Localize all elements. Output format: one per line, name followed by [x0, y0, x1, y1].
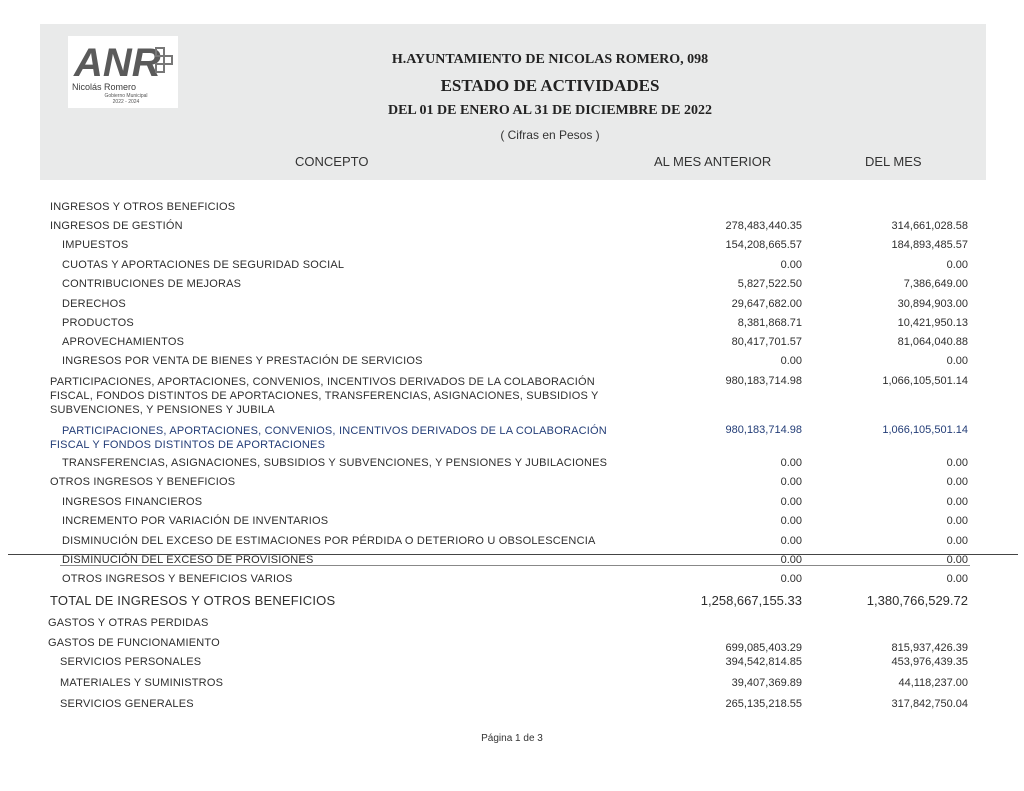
row-label: IMPUESTOS [62, 239, 129, 251]
row-label: MATERIALES Y SUMINISTROS [60, 677, 224, 689]
column-header-current: DEL MES [865, 154, 922, 169]
row-previous-value: 0.00 [780, 496, 802, 508]
row-current-value: 0.00 [946, 573, 968, 585]
row-previous-value: 394,542,814.85 [725, 656, 802, 668]
row-previous-value: 80,417,701.57 [731, 336, 802, 348]
row-current-value: 0.00 [946, 535, 968, 547]
row-current-value: 7,386,649.00 [903, 278, 968, 290]
row-label: GASTOS Y OTRAS PERDIDAS [48, 617, 209, 629]
row-current-value: 30,894,903.00 [897, 298, 968, 310]
row-previous-value: 0.00 [780, 476, 802, 488]
page-number: Página 1 de 3 [481, 733, 543, 744]
logo-letters: ANR [74, 41, 161, 84]
statement-title: ESTADO DE ACTIVIDADES [440, 76, 660, 95]
row-label: INCREMENTO POR VARIACIÓN DE INVENTARIOS [62, 515, 329, 527]
row-previous-value: 1,258,667,155.33 [700, 593, 802, 608]
row-label: PRODUCTOS [62, 317, 134, 329]
row-current-value: 815,937,426.39 [891, 642, 968, 654]
row-current-value: 1,066,105,501.14 [882, 375, 968, 387]
row-current-value: 0.00 [946, 476, 968, 488]
row-previous-value: 278,483,440.35 [725, 220, 802, 232]
row-previous-value: 980,183,714.98 [725, 375, 802, 387]
row-previous-value: 0.00 [780, 457, 802, 469]
row-previous-value: 39,407,369.89 [731, 677, 802, 689]
row-current-value: 453,976,439.35 [891, 656, 968, 668]
row-current-value: 0.00 [946, 355, 968, 367]
row-label: INGRESOS Y OTROS BENEFICIOS [50, 201, 236, 213]
row-previous-value: 0.00 [780, 573, 802, 585]
row-current-value: 0.00 [946, 457, 968, 469]
row-label: INGRESOS DE GESTIÓN [50, 220, 183, 232]
row-label: TRANSFERENCIAS, ASIGNACIONES, SUBSIDIOS Y SUBVENCIONES, Y PENSIONES Y JUBILACIONES [62, 457, 608, 469]
column-header-concept: CONCEPTO [295, 154, 369, 169]
row-label: CUOTAS Y APORTACIONES DE SEGURIDAD SOCIAL [62, 259, 345, 271]
row-previous-value: 29,647,682.00 [731, 298, 802, 310]
row-current-value: 0.00 [946, 554, 968, 566]
logo-sub-line2: 2022 - 2024 [112, 99, 140, 105]
row-current-value: 184,893,485.57 [891, 239, 968, 251]
row-label: DERECHOS [62, 298, 126, 310]
header-band [40, 24, 986, 180]
row-current-value: 0.00 [946, 259, 968, 271]
row-label: CONTRIBUCIONES DE MEJORAS [62, 278, 242, 290]
row-label: OTROS INGRESOS Y BENEFICIOS VARIOS [62, 573, 293, 585]
period-title: DEL 01 DE ENERO AL 31 DE DICIEMBRE DE 2022 [387, 103, 712, 118]
row-current-value: 81,064,040.88 [897, 336, 968, 348]
row-previous-value: 0.00 [780, 259, 802, 271]
row-current-value: 1,066,105,501.14 [882, 424, 968, 436]
row-current-value: 10,421,950.13 [897, 317, 968, 329]
logo-name: Nicolás Romero [72, 82, 137, 92]
row-previous-value: 5,827,522.50 [737, 278, 802, 290]
row-label: SERVICIOS PERSONALES [60, 656, 202, 668]
row-previous-value: 980,183,714.98 [725, 424, 802, 436]
row-label: OTROS INGRESOS Y BENEFICIOS [50, 476, 236, 488]
row-current-value: 0.00 [946, 496, 968, 508]
row-label: GASTOS DE FUNCIONAMIENTO [48, 637, 220, 649]
row-label: DISMINUCIÓN DEL EXCESO DE PROVISIONES [62, 554, 314, 566]
row-label: DISMINUCIÓN DEL EXCESO DE ESTIMACIONES POR PÉRDIDA O DETERIORO U OBSOLESCENCIA [62, 535, 596, 547]
municipal-logo [68, 36, 178, 108]
row-current-value: 0.00 [946, 515, 968, 527]
units-note: ( Cifras en Pesos ) [500, 128, 600, 142]
logo-sub-line1: Gobierno Municipal [104, 93, 148, 99]
row-current-value: 1,380,766,529.72 [866, 593, 968, 608]
row-previous-value: 154,208,665.57 [725, 239, 802, 251]
column-header-previous: AL MES ANTERIOR [654, 154, 772, 169]
row-previous-value: 0.00 [780, 535, 802, 547]
row-label: PARTICIPACIONES, APORTACIONES, CONVENIOS, INCENTIVOS DERIVADOS DE LA COLABORACIÓN FISCAL Y FONDOS DISTINTOS DE APORTACIONES [50, 425, 607, 451]
row-label: PARTICIPACIONES, APORTACIONES, CONVENIOS, INCENTIVOS DERIVADOS DE LA COLABORACIÓN FISCAL, FONDOS DISTINTOS DE APORTACIONES, TRANSFERENCIAS, ASIGNACIONES, SUBSIDIOS Y SUBVENCIONES, Y PENSIONES Y JUBILA [50, 376, 599, 416]
row-current-value: 44,118,237.00 [898, 677, 968, 689]
row-label: INGRESOS POR VENTA DE BIENES Y PRESTACIÓN DE SERVICIOS [62, 355, 423, 367]
row-previous-value: 0.00 [780, 515, 802, 527]
row-label: INGRESOS FINANCIEROS [62, 496, 203, 508]
row-label: APROVECHAMIENTOS [62, 336, 185, 348]
entity-title: H.AYUNTAMIENTO DE NICOLAS ROMERO, 098 [391, 52, 709, 67]
row-previous-value: 8,381,868.71 [737, 317, 802, 329]
row-label: SERVICIOS GENERALES [60, 698, 194, 710]
anr-logo-icon [68, 36, 178, 84]
row-previous-value: 699,085,403.29 [725, 642, 802, 654]
logo-subtitle [86, 93, 166, 105]
row-label: TOTAL DE INGRESOS Y OTROS BENEFICIOS [50, 593, 336, 608]
row-previous-value: 265,135,218.55 [725, 698, 802, 710]
row-current-value: 317,842,750.04 [891, 698, 968, 710]
row-current-value: 314,661,028.58 [891, 220, 968, 232]
row-previous-value: 0.00 [780, 355, 802, 367]
row-previous-value: 0.00 [780, 554, 802, 566]
